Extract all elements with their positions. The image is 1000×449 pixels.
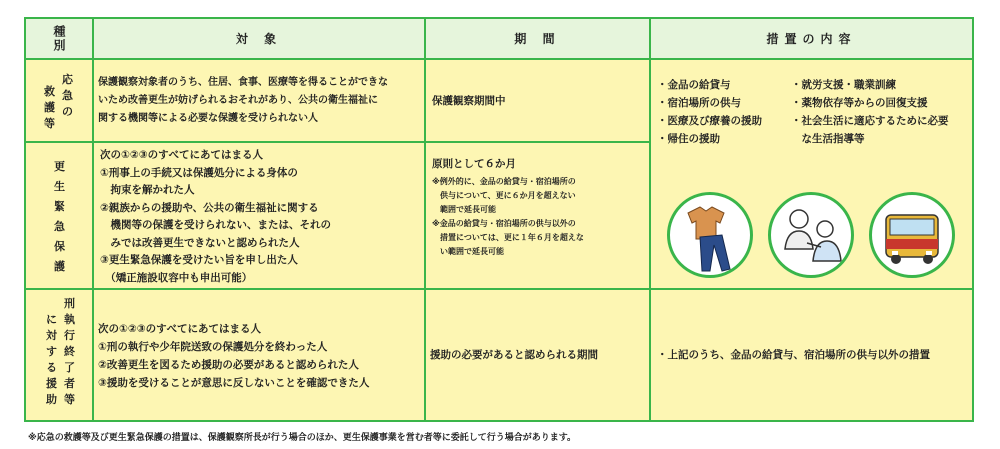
row2-period-note: 供与について、更に６か月を超えない xyxy=(432,191,576,200)
row3-type-char: に xyxy=(46,313,57,326)
measure-item: ・就労支援・職業訓練 xyxy=(791,79,896,91)
row2-target-line: ①刑事上の手続又は保護処分による身体の xyxy=(100,166,298,179)
measure-item: ・金品の給貸与 xyxy=(657,79,731,91)
header-type-label: 種別 xyxy=(52,24,66,53)
row2-period xyxy=(426,143,651,290)
row3-type-char: 終 xyxy=(64,345,75,358)
row3-target xyxy=(94,290,426,420)
bus-icon xyxy=(869,192,955,278)
measure-item: ・社会生活に適応するために必要 xyxy=(791,115,949,127)
row1-type-col1 xyxy=(62,72,73,120)
row3-type-char: 了 xyxy=(64,361,75,374)
row1-target-line: 保護観察対象者のうち、住居、食事、医療等を得ることができな xyxy=(98,77,388,88)
row3-type-char: 者 xyxy=(64,377,75,390)
row1-target-line: 関する機関等による必要な保護を受けられない人 xyxy=(98,113,318,124)
row1-type-char: 急 xyxy=(62,89,73,102)
measure-item: ・宿泊場所の供与 xyxy=(657,97,741,109)
row1-type-col2 xyxy=(44,84,55,132)
header-type xyxy=(26,19,94,60)
row3-type-char: 執 xyxy=(64,313,75,326)
row2-period-note: 措置については、更に１年６月を超えな xyxy=(432,233,584,242)
row2-target-line: みでは改善更生できないと認められた人 xyxy=(100,236,300,249)
row2-period-note: ※例外的に、金品の給貸与・宿泊場所の xyxy=(432,177,576,186)
row2-target-line: （矯正施設収容中も申出可能） xyxy=(100,271,253,284)
row1-type-char: 護 xyxy=(44,101,55,114)
header-measures-label: 措置の内容 xyxy=(766,32,857,46)
row2-type-char: 生 xyxy=(54,180,65,193)
row2-target-line: 機関等の保護を受けられない、または、それの xyxy=(100,219,331,231)
row3-type-char: 助 xyxy=(46,393,57,406)
row3-measures-text: ・上記のうち、金品の給貸与、宿泊場所の供与以外の措置 xyxy=(657,349,930,361)
row3-period xyxy=(426,290,651,420)
row3-target-line: ③援助を受けることが意思に反しないことを確認できた人 xyxy=(98,377,370,389)
row3-type-char: 対 xyxy=(46,329,57,342)
row3-measures xyxy=(651,290,972,420)
row2-type-char: 急 xyxy=(54,220,65,233)
row3-target-line: ①刑の執行や少年院送致の保護処分を終わった人 xyxy=(98,341,328,353)
header-period-label: 期 間 xyxy=(514,32,561,46)
row2-period-note: い範囲で延長可能 xyxy=(432,247,504,256)
row2-target-line: ②親族からの援助や、公共の衛生福祉に関する xyxy=(100,201,319,214)
measures-table xyxy=(24,17,974,422)
measure-item: ・薬物依存等からの回復支援 xyxy=(791,97,928,109)
row3-type xyxy=(26,290,94,420)
row3-target-line: ②改善更生を図るため援助の必要があると認められた人 xyxy=(98,359,359,371)
row2-period-note: 範囲で延長可能 xyxy=(432,205,496,214)
header-period xyxy=(426,19,651,60)
row1-type-char: の xyxy=(62,105,73,118)
row3-type-col2 xyxy=(46,312,57,408)
measures-left-list xyxy=(657,76,762,148)
row2-type-char: 更 xyxy=(54,160,65,173)
row2-target-line: ③更生緊急保護を受けたい旨を申し出た人 xyxy=(100,254,298,266)
row2-target-line: 次の①②③のすべてにあてはまる人 xyxy=(100,149,263,161)
row2-type-char: 保 xyxy=(54,240,65,253)
header-target-label: 対 象 xyxy=(235,32,283,46)
row3-type-char: 行 xyxy=(64,329,75,342)
row3-type-char: 援 xyxy=(46,377,57,390)
row1-target-line: いため改善更生が妨げられるおそれがあり、公共の衛生福祉に xyxy=(98,95,378,106)
row1-period-text: 保護観察期間中 xyxy=(432,95,506,107)
measures-main xyxy=(651,60,972,290)
row2-period-text: 原則として６か月 xyxy=(432,158,516,170)
row1-type xyxy=(26,60,94,143)
row2-type xyxy=(26,143,94,290)
row2-type-char: 護 xyxy=(54,260,65,273)
row3-type-char: す xyxy=(46,345,57,358)
row2-type-char: 緊 xyxy=(54,200,65,213)
footnote: ※応急の救護等及び更生緊急保護の措置は、保護観察所長が行う場合のほか、更生保護事業を営む者等に委託して行う場合があります。 xyxy=(28,433,577,443)
header-target xyxy=(94,19,426,60)
row2-period-note: ※金品の給貸与・宿泊場所の供与以外の xyxy=(432,219,576,228)
measures-right-list xyxy=(791,76,949,148)
row3-type-char: る xyxy=(46,361,57,374)
row3-type-char: 刑 xyxy=(64,297,75,310)
row1-type-char: 応 xyxy=(62,73,73,86)
row1-type-char: 救 xyxy=(44,85,55,98)
measure-item: ・帰住の援助 xyxy=(657,133,720,145)
row1-period xyxy=(426,60,651,143)
caregiving-icon xyxy=(768,192,854,278)
row3-type-char: 等 xyxy=(64,393,75,406)
measure-item: ・医療及び療養の援助 xyxy=(657,115,762,127)
row1-type-char: 等 xyxy=(44,117,55,130)
row2-type-col1 xyxy=(54,157,65,277)
clothes-icon xyxy=(667,192,753,278)
row3-period-text: 援助の必要があると認められる期間 xyxy=(430,349,598,361)
row3-type-col1 xyxy=(64,296,75,408)
measure-item: な生活指導等 xyxy=(791,133,865,145)
row3-target-line: 次の①②③のすべてにあてはまる人 xyxy=(98,323,261,335)
header-measures xyxy=(651,19,972,60)
row2-target xyxy=(94,143,426,290)
row1-target xyxy=(94,60,426,143)
row2-target-line: 拘束を解かれた人 xyxy=(100,184,195,196)
